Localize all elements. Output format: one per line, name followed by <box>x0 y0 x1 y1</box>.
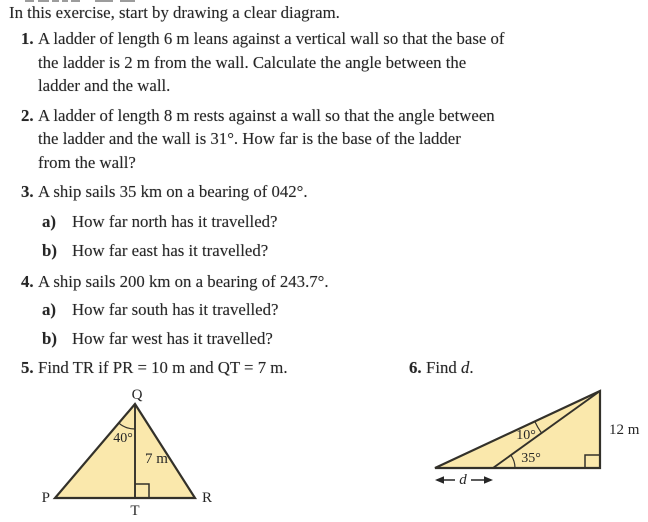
scan-artifact <box>25 0 34 2</box>
problem-3b-label: b) <box>42 241 57 260</box>
scan-artifact <box>95 0 113 2</box>
arrowhead-left-icon <box>435 476 444 484</box>
problem-4a-text: How far south has it travelled? <box>72 300 279 319</box>
vertex-label-t: T <box>130 503 140 519</box>
diagram-triangle-d <box>425 385 648 497</box>
problem-6-number: 6. <box>409 358 422 377</box>
arrowhead-right-icon <box>484 476 493 484</box>
problem-1-line-2: the ladder is 2 m from the wall. Calculate the angle between the <box>38 53 467 72</box>
problem-6-text-post: . <box>469 358 474 377</box>
problem-3b-text: How far east has it travelled? <box>72 241 269 260</box>
scan-artifact <box>120 0 135 2</box>
angle-label-35: 35° <box>521 451 541 466</box>
scan-artifact <box>71 0 80 2</box>
problem-6-text-pre: Find <box>426 358 461 377</box>
vertex-label-p: P <box>41 490 50 506</box>
problem-6-variable: d <box>460 358 470 377</box>
problem-3a-label: a) <box>42 212 56 231</box>
problem-4-number: 4. <box>21 272 34 291</box>
diagram-triangle-pqr <box>30 386 222 522</box>
angle-label-10: 10° <box>516 428 536 443</box>
problem-2-line-1: A ladder of length 8 m rests against a wall so that the angle between <box>38 106 495 125</box>
intro-text: In this exercise, start by drawing a clear diagram. <box>9 3 340 22</box>
problem-1-line-1: A ladder of length 6 m leans against a vertical wall so that the base of <box>38 29 505 48</box>
vertex-label-r: R <box>202 490 213 506</box>
triangle-pqr-shape <box>55 404 195 498</box>
vertex-label-q: Q <box>131 387 143 403</box>
angle-label-40: 40° <box>113 431 133 446</box>
problem-4-text: A ship sails 200 km on a bearing of 243.7°. <box>38 272 329 291</box>
problem-5-number: 5. <box>21 358 34 377</box>
scan-artifact <box>62 0 68 2</box>
problem-6-text <box>426 360 474 377</box>
scan-artifact <box>52 0 59 2</box>
problem-3-number: 3. <box>21 182 34 201</box>
problem-2-line-2: the ladder and the wall is 31°. How far is the base of the ladder <box>38 129 461 148</box>
problem-3-text: A ship sails 35 km on a bearing of 042°. <box>38 182 308 201</box>
problem-4b-text: How far west has it travelled? <box>72 329 273 348</box>
problem-5-text: Find TR if PR = 10 m and QT = 7 m. <box>38 358 288 377</box>
problem-1-line-3: ladder and the wall. <box>38 76 171 95</box>
side-label-12m: 12 m <box>609 422 640 438</box>
problem-4a-label: a) <box>42 300 56 319</box>
problem-1-number: 1. <box>21 29 34 48</box>
problem-2-number: 2. <box>21 106 34 125</box>
problem-2-line-3: from the wall? <box>38 153 136 172</box>
distance-label-d: d <box>459 472 467 488</box>
problem-4b-label: b) <box>42 329 57 348</box>
problem-3a-text: How far north has it travelled? <box>72 212 278 231</box>
altitude-label-7m: 7 m <box>145 451 168 467</box>
scan-artifact <box>38 0 49 2</box>
